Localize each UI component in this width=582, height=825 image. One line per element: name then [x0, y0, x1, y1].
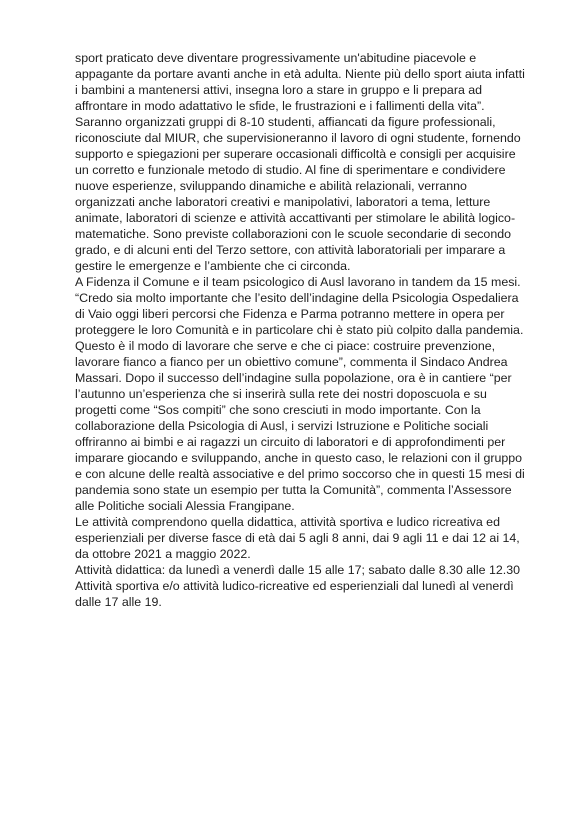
paragraph-activities: Le attività comprendono quella didattica, attività sportiva e ludico ricreativa ed esperienziali per diverse fasce di età dai 5 agli 8 anni, dai 9 agli 11 e dai 12 ai 14, da ottobre 2021 a maggio 2022. [75, 515, 520, 561]
paragraph-didactic-schedule: Attività didattica: da lunedì a venerdì dalle 15 alle 17; sabato dalle 8.30 alle 12.30 [75, 563, 520, 577]
paragraph-intro: sport praticato deve diventare progressivamente un'abitudine piacevole e appagante da portare avanti anche in età adulta. Niente più dello sport aiuta infatti i bambini a mantenersi attivi, insegna loro a stare in gruppo e li prepara ad affrontare in modo adattativo le sfide, le frustrazioni e i fallimenti della vita”. Saranno organizzati gruppi di 8-10 studenti, affiancati da figure professionali, riconosciute dal MIUR, che supervisioneranno il lavoro di ogni studente, fornendo supporto e spiegazioni per superare occasionali difficoltà e consigli per acquisire un corretto e funzionale metodo di studio. Al fine di sperimentare e condividere nuove esperienze, sviluppando dinamiche e abilità relazionali, verranno organizzati anche laboratori creativi e manipolativi, laboratori a tema, letture animate, laboratori di scienze e attività accattivanti per stimolare le abilità logico-matematiche. Sono previste collaborazioni con le scuole secondarie di secondo grado, e di alcuni enti del Terzo settore, con attività laboratoriali per imparare a gestire le emergenze e l’ambiente che ci circonda. [75, 51, 525, 273]
paragraph-quote: “Credo sia molto importante che l’esito dell’indagine della Psicologia Ospedaliera di Vaio oggi liberi percorsi che Fidenza e Parma potranno mettere in opera per proteggere le loro Comunità e in particolare chi è stato più colpito dalla pandemia. Questo è il modo di lavorare che serve e che ci piace: costruire prevenzione, lavorare fianco a fianco per un obiettivo comune”, commenta il Sindaco Andrea Massari. Dopo il successo dell’indagine sulla popolazione, ora è in cantiere “per l’autunno un’esperienza che si inserirà sulla rete dei nostri doposcuola e su progetti come “Sos compiti” che sono cresciuti in modo importante. Con la collaborazione della Psicologia di Ausl, i servizi Istruzione e Politiche sociali offriranno ai bimbi e ai ragazzi un circuito di laboratori e di approfondimenti per imparare giocando e sviluppando, anche in questo caso, le relazioni con il gruppo e con alcune delle realtà associative e del primo soccorso che in questi 15 mesi di pandemia sono state un esempio per tutta la Comunità”, commenta l’Assessore alle Politiche sociali Alessia Frangipane. [75, 291, 525, 513]
document-body [75, 50, 525, 610]
paragraph-fidenza: A Fidenza il Comune e il team psicologico di Ausl lavorano in tandem da 15 mesi. [75, 275, 521, 289]
paragraph-sport-schedule: Attività sportiva e/o attività ludico-ricreative ed esperienziali dal lunedì al venerdì dalle 17 alle 19. [75, 579, 514, 609]
